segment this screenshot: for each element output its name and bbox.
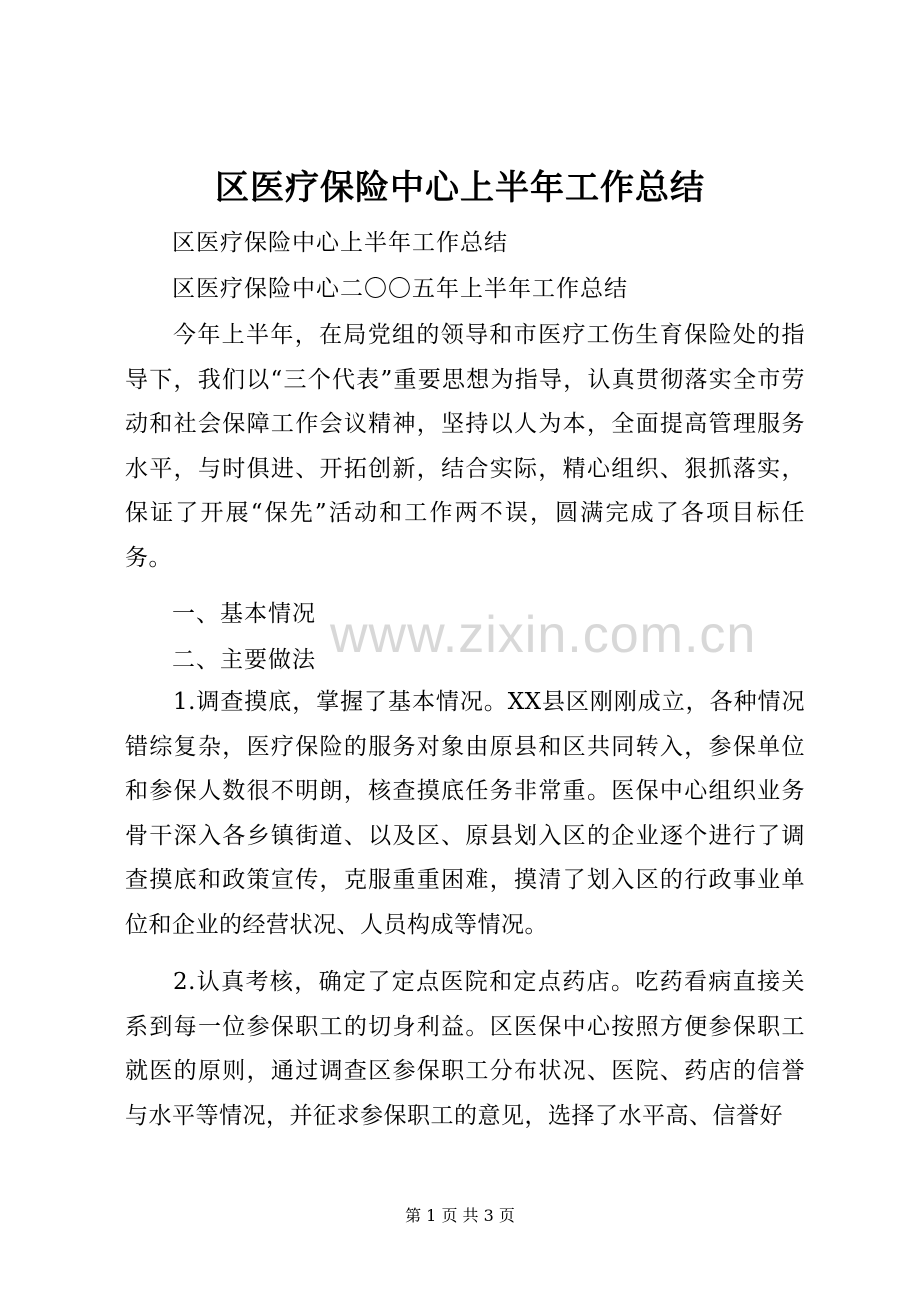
watermark-text: www.zixin.com.cn	[330, 606, 757, 664]
section-heading-basic: 一、基本情况	[172, 601, 316, 627]
page-footer: 第 1 页 共 3 页	[405, 1206, 515, 1225]
section-heading-methods: 二、主要做法	[172, 647, 316, 673]
item-paragraph-2: 2.认真考核，确定了定点医院和定点药店。吃药看病直接关系到每一位参保职工的切身利益。区医保中心按照方便参保职工就医的原则，通过调查区参保职工分布状况、医院、药店的信誉与水平等情况，并征求参保职工的意见，选择了水平高、信誉好	[125, 969, 805, 1129]
item-paragraph-1: 1.调查摸底，掌握了基本情况。XX县区刚刚成立，各种情况错综复杂，医疗保险的服务对象由原县和区共同转入，参保单位和参保人数很不明朗，核查摸底任务非常重。医保中心组织业务骨干深入各乡镇街道、以及区、原县划入区的企业逐个进行了调查摸底和政策宣传，克服重重困难，摸清了划入区的行政事业单位和企业的经营状况、人员构成等情况。	[125, 689, 805, 938]
subtitle-line-1: 区医疗保险中心上半年工作总结	[172, 230, 508, 256]
intro-paragraph: 今年上半年，在局党组的领导和市医疗工伤生育保险处的指导下，我们以“三个代表”重要思想为指导，认真贯彻落实全市劳动和社会保障工作会议精神，坚持以人为本，全面提高管理服务水平，与时俱进、开拓创新，结合实际，精心组织、狠抓落实，保证了开展“保先”活动和工作两不误，圆满完成了各项目标任务。	[125, 322, 805, 571]
subtitle-line-2: 区医疗保险中心二〇〇五年上半年工作总结	[172, 276, 628, 302]
document-title: 区医疗保险中心上半年工作总结	[215, 168, 705, 208]
